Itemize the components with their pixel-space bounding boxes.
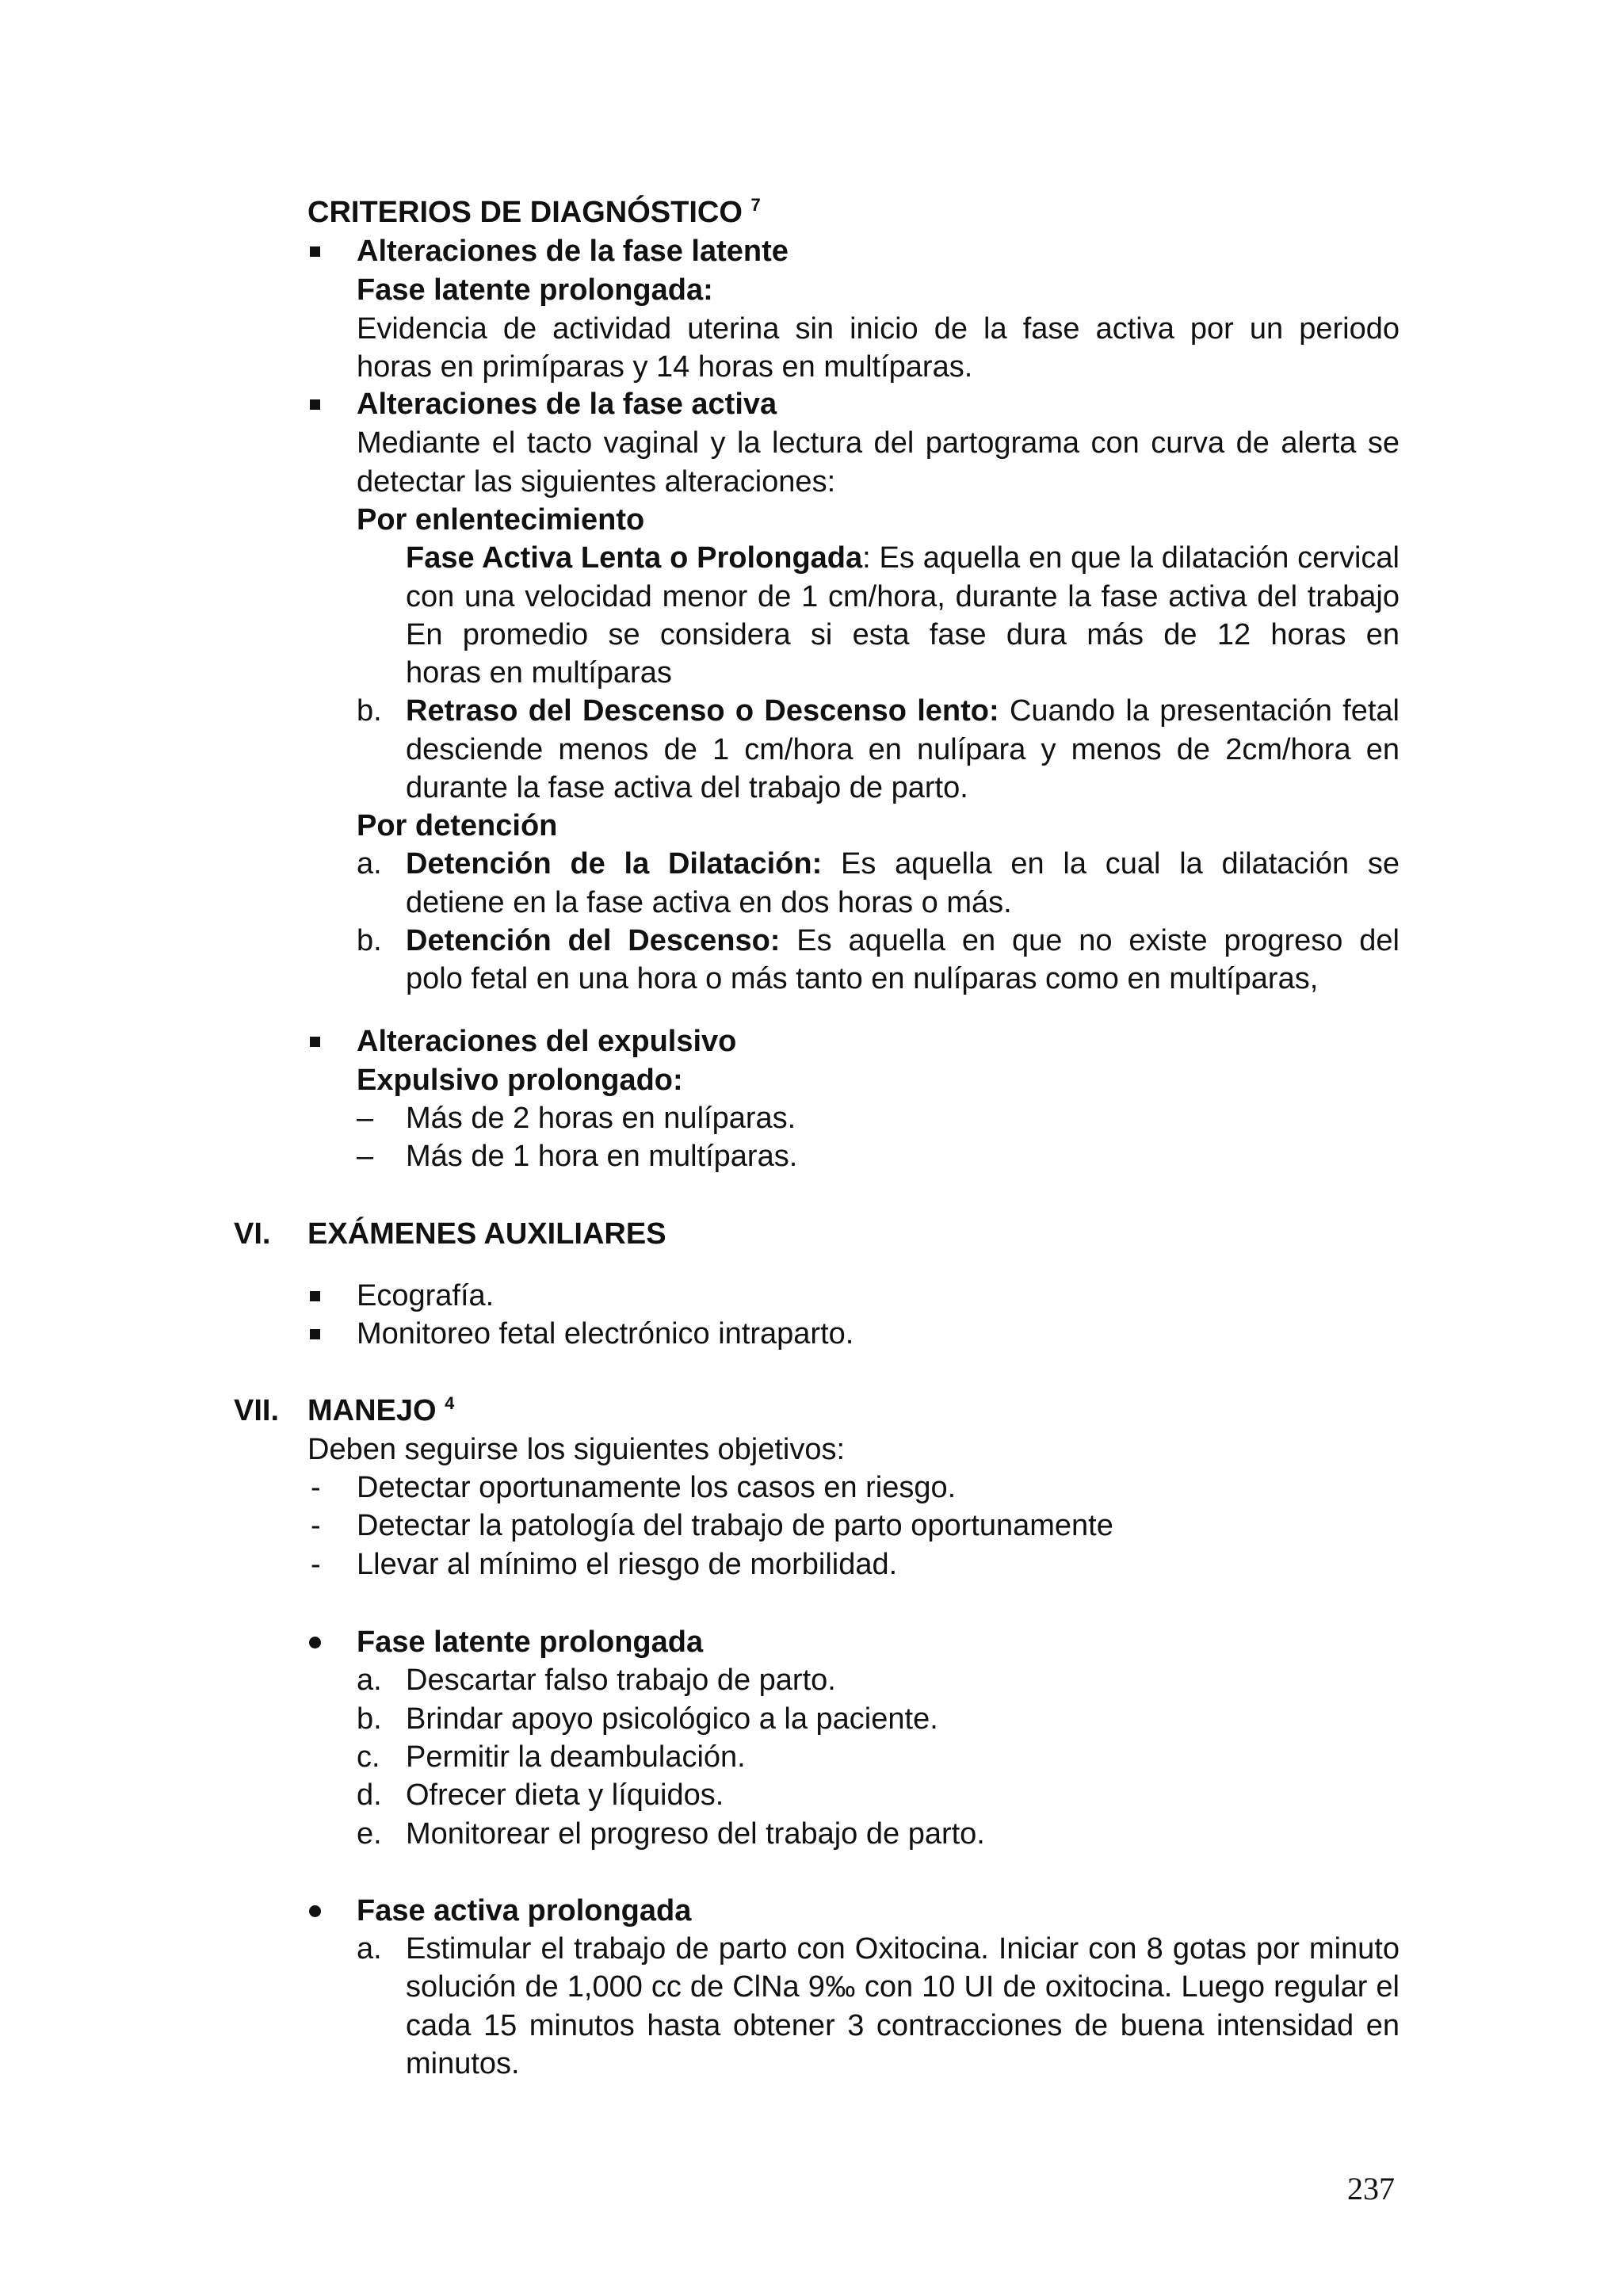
- enlentecimiento-b-line-3: durante la fase activa del trabajo de parto.: [406, 771, 968, 804]
- dash-marker: –: [357, 1140, 374, 1173]
- dash-marker: –: [357, 1102, 374, 1135]
- manejo-activa-heading: Fase activa prolongada: [357, 1894, 692, 1927]
- expulsivo-subheading: Expulsivo prolongado:: [357, 1064, 683, 1097]
- enlentecimiento-heading: Por enlentecimiento: [357, 503, 645, 537]
- square-bullet-icon: [310, 1291, 320, 1301]
- section-vii-numeral: VII.: [234, 1394, 280, 1427]
- list-marker: a.: [357, 1664, 382, 1697]
- enlentecimiento-a-line-2: con una velocidad menor de 1 cm/hora, durante la fase activa del trabajo: [406, 580, 1400, 613]
- round-bullet-icon: [309, 1905, 321, 1917]
- page-number: 237: [1347, 2171, 1395, 2206]
- enlentecimiento-a-line-1: [406, 539, 1400, 577]
- square-bullet-icon: [310, 1037, 320, 1047]
- enlentecimiento-b-line-1: [406, 692, 1400, 730]
- section-vi-item: Ecografía.: [357, 1279, 495, 1312]
- activa-text-line-2: detectar las siguientes alteraciones:: [357, 465, 836, 499]
- detencion-heading: Por detención: [357, 809, 558, 842]
- round-bullet-icon: [309, 1637, 321, 1648]
- manejo-latente-item: Monitorear el progreso del trabajo de parto.: [406, 1817, 985, 1851]
- objective-item: Detectar la patología del trabajo de parto oportunamente: [357, 1509, 1113, 1542]
- detencion-b-marker: b.: [357, 924, 382, 957]
- latente-heading: Alteraciones de la fase latente: [357, 235, 789, 268]
- detencion-a-marker: a.: [357, 847, 382, 881]
- detencion-b-term: Detención del Descenso:: [406, 924, 781, 957]
- section-vii-title: [307, 1392, 454, 1430]
- list-marker: e.: [357, 1817, 382, 1851]
- square-bullet-icon: [310, 1329, 320, 1339]
- criterios-title-text: CRITERIOS DE DIAGNÓSTICO: [307, 196, 743, 229]
- detencion-a-line-1: [406, 845, 1400, 883]
- manejo-latente-heading: Fase latente prolongada: [357, 1626, 704, 1659]
- square-bullet-icon: [310, 246, 320, 257]
- expulsivo-item: Más de 2 horas en nulíparas.: [406, 1102, 796, 1135]
- manejo-activa-a-line-1: Estimular el trabajo de parto con Oxitocina. Iniciar con 8 gotas por minuto: [406, 1932, 1400, 1966]
- enlentecimiento-b-term: Retraso del Descenso o Descenso lento:: [406, 694, 999, 728]
- section-vi-item: Monitoreo fetal electrónico intraparto.: [357, 1317, 854, 1350]
- dash-marker: -: [311, 1548, 321, 1581]
- enlentecimiento-b-text: Cuando la presentación fetal: [999, 694, 1400, 728]
- enlentecimiento-b-marker: b.: [357, 694, 382, 728]
- section-vii-title-text: MANEJO: [307, 1394, 437, 1427]
- activa-text-line-1: Mediante el tacto vaginal y la lectura del partograma con curva de alerta se: [357, 426, 1400, 460]
- detencion-b-text: Es aquella en que no existe progreso del: [796, 924, 1400, 957]
- expulsivo-heading: Alteraciones del expulsivo: [357, 1025, 737, 1058]
- list-marker: b.: [357, 1702, 382, 1736]
- detencion-a-text: Es aquella en la cual la dilatación se: [841, 847, 1400, 881]
- dash-marker: -: [311, 1471, 321, 1504]
- objective-item: Detectar oportunamente los casos en riesgo.: [357, 1471, 957, 1504]
- latente-text-line-1: Evidencia de actividad uterina sin inicio de la fase activa por un periodo: [357, 312, 1400, 346]
- manejo-activa-a-line-3: cada 15 minutos hasta obtener 3 contracciones de buena intensidad en: [406, 2009, 1400, 2042]
- enlentecimiento-a-line-4: horas en multíparas: [406, 656, 672, 690]
- list-marker: c.: [357, 1740, 380, 1774]
- section-vii-title-ref: 4: [445, 1393, 455, 1413]
- detencion-a-term: Detención de la Dilatación:: [406, 847, 823, 881]
- enlentecimiento-a-text: : Es aquella en que la dilatación cervical: [862, 541, 1400, 575]
- section-vi-numeral: VI.: [234, 1217, 271, 1251]
- activa-heading: Alteraciones de la fase activa: [357, 388, 777, 421]
- objective-item: Llevar al mínimo el riesgo de morbilidad.: [357, 1548, 898, 1581]
- latente-subheading: Fase latente prolongada:: [357, 273, 713, 307]
- manejo-latente-item: Brindar apoyo psicológico a la paciente.: [406, 1702, 938, 1736]
- detencion-a-line-2: detiene en la fase activa en dos horas o más.: [406, 886, 1012, 919]
- manejo-activa-a-line-4: minutos.: [406, 2047, 520, 2080]
- detencion-b-line-2: polo fetal en una hora o más tanto en nulíparas como en multíparas,: [406, 962, 1319, 995]
- criterios-title-ref: 7: [750, 195, 761, 215]
- manejo-latente-item: Descartar falso trabajo de parto.: [406, 1664, 836, 1697]
- detencion-b-line-1: [406, 922, 1400, 960]
- list-marker: a.: [357, 1932, 382, 1966]
- criterios-title: [307, 193, 761, 231]
- enlentecimiento-a-line-3: En promedio se considera si esta fase dura más de 12 horas en: [406, 618, 1400, 651]
- manejo-latente-item: Ofrecer dieta y líquidos.: [406, 1778, 724, 1812]
- enlentecimiento-b-line-2: desciende menos de 1 cm/hora en nulípara y menos de 2cm/hora en: [406, 733, 1400, 766]
- latente-text-line-2: horas en primíparas y 14 horas en multíparas.: [357, 350, 973, 384]
- section-vii-intro: Deben seguirse los siguientes objetivos:: [307, 1433, 846, 1466]
- expulsivo-item: Más de 1 hora en multíparas.: [406, 1140, 798, 1173]
- dash-marker: -: [311, 1509, 321, 1542]
- section-vi-title: EXÁMENES AUXILIARES: [307, 1217, 666, 1251]
- manejo-activa-a-line-2: solución de 1,000 cc de ClNa 9‰ con 10 UI de oxitocina. Luego regular el: [406, 1970, 1400, 2004]
- square-bullet-icon: [310, 399, 320, 410]
- list-marker: d.: [357, 1778, 382, 1812]
- manejo-latente-item: Permitir la deambulación.: [406, 1740, 746, 1774]
- enlentecimiento-a-term: Fase Activa Lenta o Prolongada: [406, 541, 863, 575]
